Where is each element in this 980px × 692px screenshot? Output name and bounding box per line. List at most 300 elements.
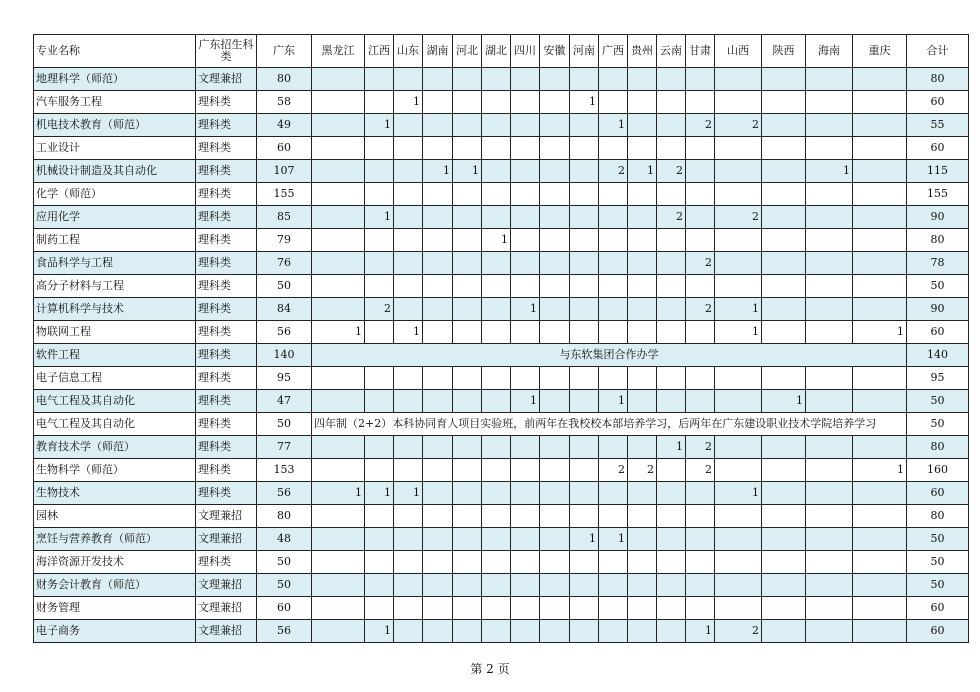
province-quota — [762, 206, 806, 229]
province-quota — [628, 275, 657, 298]
province-quota — [312, 252, 365, 275]
province-quota — [628, 551, 657, 574]
major-name: 食品科学与工程 — [34, 252, 196, 275]
province-quota: 1 — [423, 160, 453, 183]
guangdong-quota: 50 — [257, 574, 312, 597]
province-quota — [312, 436, 365, 459]
major-name: 地理科学（师范） — [34, 68, 196, 91]
province-quota — [423, 206, 453, 229]
province-quota — [570, 206, 599, 229]
province-quota — [762, 597, 806, 620]
total-cell: 78 — [907, 252, 969, 275]
province-quota — [715, 183, 762, 206]
province-quota — [853, 183, 907, 206]
province-quota — [628, 597, 657, 620]
province-quota — [423, 183, 453, 206]
province-quota — [715, 597, 762, 620]
total-cell: 50 — [907, 390, 969, 413]
province-quota — [762, 620, 806, 643]
province-quota — [570, 390, 599, 413]
province-quota — [657, 597, 686, 620]
province-quota — [394, 528, 423, 551]
province-quota — [657, 505, 686, 528]
province-quota — [806, 229, 853, 252]
province-quota: 1 — [482, 229, 511, 252]
province-quota: 2 — [599, 160, 628, 183]
province-quota: 2 — [657, 160, 686, 183]
province-quota — [540, 252, 570, 275]
province-quota — [686, 229, 715, 252]
province-quota — [570, 574, 599, 597]
province-quota: 1 — [628, 160, 657, 183]
total-cell: 60 — [907, 137, 969, 160]
total-cell: 55 — [907, 114, 969, 137]
province-quota — [570, 436, 599, 459]
guangdong-quota: 47 — [257, 390, 312, 413]
province-quota — [540, 459, 570, 482]
province-quota — [482, 367, 511, 390]
province-quota: 1 — [599, 114, 628, 137]
province-quota — [657, 528, 686, 551]
province-quota — [394, 574, 423, 597]
province-quota — [540, 367, 570, 390]
province-quota — [394, 160, 423, 183]
major-name: 财务管理 — [34, 597, 196, 620]
guangdong-quota: 77 — [257, 436, 312, 459]
guangdong-quota: 50 — [257, 551, 312, 574]
province-quota: 2 — [715, 620, 762, 643]
province-quota — [365, 68, 394, 91]
guangdong-quota: 84 — [257, 298, 312, 321]
province-quota — [570, 252, 599, 275]
province-quota — [628, 137, 657, 160]
total-cell: 50 — [907, 413, 969, 436]
province-quota: 1 — [394, 321, 423, 344]
province-quota — [628, 206, 657, 229]
category-cell: 理科类 — [196, 459, 257, 482]
table-row — [34, 137, 969, 160]
table-row — [34, 91, 969, 114]
province-quota — [312, 68, 365, 91]
province-quota — [511, 620, 540, 643]
province-quota — [762, 482, 806, 505]
province-quota — [657, 252, 686, 275]
province-quota — [394, 367, 423, 390]
province-quota — [394, 390, 423, 413]
province-quota — [394, 206, 423, 229]
category-cell: 理科类 — [196, 344, 257, 367]
province-quota — [453, 574, 482, 597]
province-quota — [453, 275, 482, 298]
province-quota — [540, 482, 570, 505]
province-quota — [365, 275, 394, 298]
category-cell: 理科类 — [196, 275, 257, 298]
table-row — [34, 160, 969, 183]
table-row — [34, 505, 969, 528]
province-quota — [394, 183, 423, 206]
province-quota — [686, 482, 715, 505]
major-name: 计算机科学与技术 — [34, 298, 196, 321]
province-quota — [394, 620, 423, 643]
province-quota — [423, 574, 453, 597]
province-quota — [628, 390, 657, 413]
province-quota — [482, 597, 511, 620]
province-quota — [715, 390, 762, 413]
total-cell: 80 — [907, 505, 969, 528]
province-quota — [365, 91, 394, 114]
province-quota — [762, 298, 806, 321]
table-row — [34, 275, 969, 298]
table-row — [34, 68, 969, 91]
province-quota — [628, 505, 657, 528]
province-quota — [853, 436, 907, 459]
province-quota: 1 — [511, 390, 540, 413]
column-header: 四川 — [511, 35, 540, 68]
province-quota — [540, 68, 570, 91]
province-quota — [423, 275, 453, 298]
province-quota — [715, 229, 762, 252]
category-cell: 理科类 — [196, 436, 257, 459]
category-cell: 理科类 — [196, 413, 257, 436]
major-name: 生物科学（师范） — [34, 459, 196, 482]
province-quota: 1 — [762, 390, 806, 413]
category-cell: 理科类 — [196, 298, 257, 321]
column-header: 云南 — [657, 35, 686, 68]
province-quota — [453, 68, 482, 91]
province-quota: 1 — [365, 482, 394, 505]
guangdong-quota: 60 — [257, 597, 312, 620]
total-cell: 90 — [907, 206, 969, 229]
province-quota — [806, 206, 853, 229]
total-cell: 50 — [907, 551, 969, 574]
province-quota — [423, 390, 453, 413]
province-quota — [686, 505, 715, 528]
province-quota — [853, 160, 907, 183]
total-cell: 50 — [907, 528, 969, 551]
province-quota — [312, 459, 365, 482]
total-cell: 95 — [907, 367, 969, 390]
table-row — [34, 298, 969, 321]
column-header: 广西 — [599, 35, 628, 68]
province-quota — [806, 528, 853, 551]
total-cell: 115 — [907, 160, 969, 183]
province-quota — [312, 275, 365, 298]
province-quota: 1 — [365, 620, 394, 643]
province-quota — [628, 68, 657, 91]
province-quota — [570, 114, 599, 137]
province-quota — [686, 275, 715, 298]
province-quota — [628, 436, 657, 459]
province-quota — [394, 252, 423, 275]
guangdong-quota: 155 — [257, 183, 312, 206]
province-quota: 1 — [657, 436, 686, 459]
province-quota — [511, 597, 540, 620]
province-quota — [762, 183, 806, 206]
table-row — [34, 206, 969, 229]
province-quota — [511, 275, 540, 298]
province-quota — [657, 298, 686, 321]
total-cell: 50 — [907, 574, 969, 597]
province-quota — [570, 482, 599, 505]
province-quota — [806, 321, 853, 344]
province-quota — [423, 298, 453, 321]
province-quota — [806, 597, 853, 620]
province-quota — [482, 574, 511, 597]
province-quota — [423, 551, 453, 574]
enrollment-table — [33, 34, 969, 643]
category-cell: 理科类 — [196, 229, 257, 252]
province-quota — [853, 390, 907, 413]
province-quota — [511, 68, 540, 91]
province-quota — [599, 505, 628, 528]
total-cell: 140 — [907, 344, 969, 367]
province-quota — [686, 574, 715, 597]
province-quota — [540, 436, 570, 459]
province-quota — [657, 574, 686, 597]
province-quota — [686, 68, 715, 91]
province-quota — [628, 183, 657, 206]
province-quota — [540, 505, 570, 528]
province-quota — [423, 597, 453, 620]
category-cell: 理科类 — [196, 482, 257, 505]
province-quota — [599, 597, 628, 620]
province-quota — [482, 298, 511, 321]
table-row — [34, 528, 969, 551]
province-quota: 1 — [394, 91, 423, 114]
province-quota: 1 — [599, 390, 628, 413]
province-quota — [482, 390, 511, 413]
province-quota — [540, 91, 570, 114]
province-quota — [599, 620, 628, 643]
province-quota — [453, 620, 482, 643]
province-quota — [762, 68, 806, 91]
header-row — [34, 35, 969, 68]
province-quota — [540, 321, 570, 344]
major-name: 物联网工程 — [34, 321, 196, 344]
total-cell: 60 — [907, 620, 969, 643]
province-quota — [312, 183, 365, 206]
province-quota — [853, 252, 907, 275]
province-quota — [715, 160, 762, 183]
province-quota: 1 — [570, 528, 599, 551]
category-cell: 理科类 — [196, 183, 257, 206]
province-quota — [599, 321, 628, 344]
category-cell: 文理兼招 — [196, 574, 257, 597]
province-quota — [628, 252, 657, 275]
column-header: 重庆 — [853, 35, 907, 68]
province-quota — [853, 298, 907, 321]
province-quota — [540, 298, 570, 321]
province-quota — [657, 137, 686, 160]
province-quota — [511, 528, 540, 551]
category-cell: 理科类 — [196, 321, 257, 344]
province-quota — [365, 528, 394, 551]
major-name: 电气工程及其自动化 — [34, 390, 196, 413]
table-row — [34, 114, 969, 137]
column-header: 广东 — [257, 35, 312, 68]
province-quota: 1 — [365, 114, 394, 137]
province-quota — [365, 574, 394, 597]
province-quota — [423, 68, 453, 91]
province-quota — [312, 298, 365, 321]
column-header: 黑龙江 — [312, 35, 365, 68]
table-row — [34, 413, 969, 436]
province-quota — [453, 459, 482, 482]
column-header: 河南 — [570, 35, 599, 68]
province-quota — [453, 183, 482, 206]
province-quota — [453, 528, 482, 551]
province-quota: 2 — [686, 252, 715, 275]
major-name: 生物技术 — [34, 482, 196, 505]
province-quota — [657, 91, 686, 114]
category-cell: 文理兼招 — [196, 505, 257, 528]
province-quota — [853, 206, 907, 229]
province-quota — [715, 574, 762, 597]
province-quota: 1 — [599, 528, 628, 551]
province-quota — [806, 459, 853, 482]
province-quota — [570, 505, 599, 528]
major-name: 财务会计教育（师范） — [34, 574, 196, 597]
province-quota — [599, 91, 628, 114]
province-quota — [806, 183, 853, 206]
province-quota: 2 — [686, 436, 715, 459]
province-quota — [453, 252, 482, 275]
province-quota — [482, 275, 511, 298]
province-quota: 1 — [686, 620, 715, 643]
column-header: 湖北 — [482, 35, 511, 68]
province-quota — [453, 137, 482, 160]
province-quota — [657, 114, 686, 137]
province-quota — [599, 482, 628, 505]
total-cell: 60 — [907, 91, 969, 114]
province-quota — [423, 114, 453, 137]
province-quota — [482, 68, 511, 91]
province-quota — [715, 275, 762, 298]
category-cell: 理科类 — [196, 551, 257, 574]
guangdong-quota: 60 — [257, 137, 312, 160]
province-quota — [686, 528, 715, 551]
province-quota — [599, 367, 628, 390]
column-header: 海南 — [806, 35, 853, 68]
province-quota — [365, 436, 394, 459]
province-quota — [628, 321, 657, 344]
table-row — [34, 252, 969, 275]
province-quota — [365, 229, 394, 252]
province-quota — [540, 183, 570, 206]
guangdong-quota: 50 — [257, 275, 312, 298]
province-quota — [482, 459, 511, 482]
province-quota — [423, 459, 453, 482]
total-cell: 155 — [907, 183, 969, 206]
province-quota — [423, 91, 453, 114]
province-quota — [482, 91, 511, 114]
province-quota — [511, 459, 540, 482]
province-quota — [423, 137, 453, 160]
province-quota — [657, 183, 686, 206]
table-row — [34, 482, 969, 505]
guangdong-quota: 56 — [257, 321, 312, 344]
province-quota — [715, 91, 762, 114]
province-quota: 1 — [365, 206, 394, 229]
major-name: 机械设计制造及其自动化 — [34, 160, 196, 183]
province-quota — [540, 574, 570, 597]
province-quota — [628, 528, 657, 551]
province-quota — [453, 91, 482, 114]
province-quota — [762, 137, 806, 160]
province-quota — [853, 275, 907, 298]
province-quota — [511, 114, 540, 137]
guangdong-quota: 56 — [257, 482, 312, 505]
province-quota — [762, 528, 806, 551]
total-cell: 50 — [907, 275, 969, 298]
province-quota: 1 — [511, 298, 540, 321]
province-quota — [806, 436, 853, 459]
province-quota — [762, 367, 806, 390]
category-cell: 文理兼招 — [196, 620, 257, 643]
province-quota — [628, 367, 657, 390]
total-cell: 60 — [907, 321, 969, 344]
province-quota — [853, 528, 907, 551]
province-quota — [628, 482, 657, 505]
province-quota — [686, 183, 715, 206]
province-quota — [628, 114, 657, 137]
guangdong-quota: 85 — [257, 206, 312, 229]
province-quota — [762, 321, 806, 344]
province-quota — [599, 574, 628, 597]
table-row — [34, 367, 969, 390]
province-quota — [806, 482, 853, 505]
province-quota — [511, 91, 540, 114]
province-quota — [312, 114, 365, 137]
guangdong-quota: 56 — [257, 620, 312, 643]
province-quota: 1 — [312, 321, 365, 344]
province-quota — [686, 206, 715, 229]
province-quota — [570, 298, 599, 321]
province-quota — [365, 137, 394, 160]
province-quota — [482, 206, 511, 229]
province-quota — [540, 597, 570, 620]
major-name: 教育技术学（师范） — [34, 436, 196, 459]
province-quota — [570, 321, 599, 344]
province-quota — [423, 505, 453, 528]
province-quota — [482, 137, 511, 160]
province-quota — [806, 275, 853, 298]
province-quota — [570, 137, 599, 160]
province-quota — [394, 229, 423, 252]
province-quota: 2 — [715, 206, 762, 229]
total-cell: 60 — [907, 597, 969, 620]
category-cell: 理科类 — [196, 114, 257, 137]
province-quota: 2 — [599, 459, 628, 482]
province-quota — [394, 597, 423, 620]
province-quota — [511, 229, 540, 252]
province-quota — [453, 321, 482, 344]
province-quota — [453, 206, 482, 229]
page-number: 第 2 页 — [470, 662, 510, 676]
guangdong-quota: 48 — [257, 528, 312, 551]
province-quota — [853, 91, 907, 114]
province-quota — [394, 551, 423, 574]
province-quota — [365, 390, 394, 413]
province-quota — [686, 367, 715, 390]
province-quota — [540, 114, 570, 137]
province-quota — [853, 68, 907, 91]
province-quota — [312, 91, 365, 114]
province-quota — [423, 528, 453, 551]
province-quota — [657, 390, 686, 413]
province-quota — [394, 68, 423, 91]
province-quota — [570, 459, 599, 482]
